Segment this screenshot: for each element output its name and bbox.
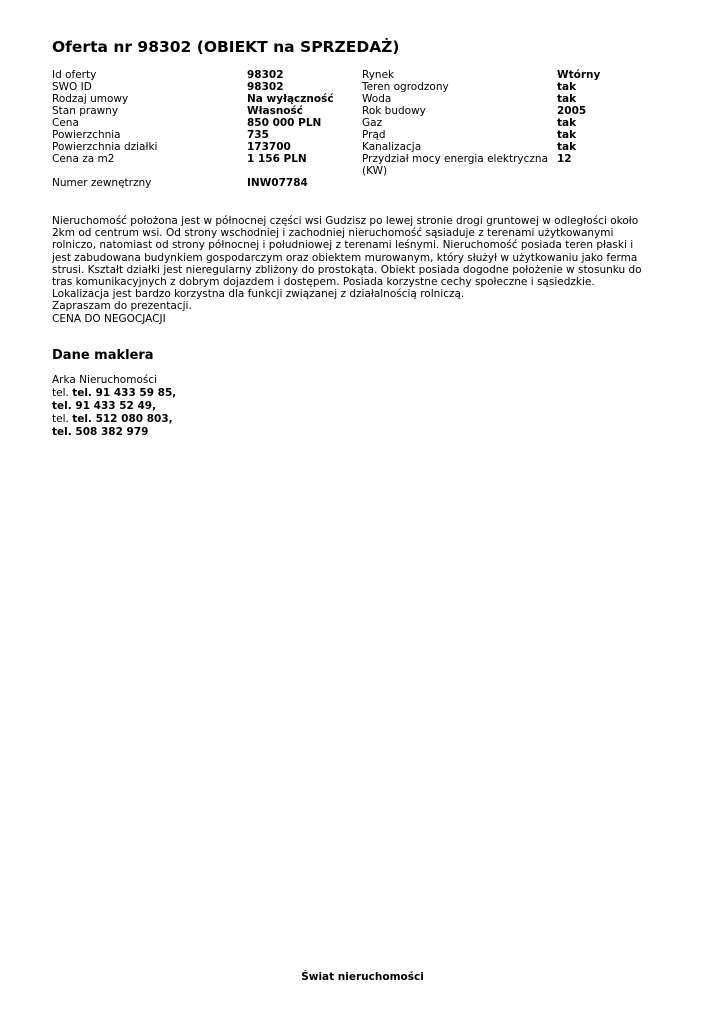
detail-label: Kanalizacja bbox=[362, 141, 422, 153]
detail-label: Rodzaj umowy bbox=[52, 93, 129, 105]
detail-value: 2005 bbox=[557, 105, 587, 117]
phone-number: tel. 91 433 52 49, bbox=[52, 400, 157, 412]
details-row bbox=[52, 93, 672, 105]
detail-value: Na wyłączność bbox=[247, 93, 334, 105]
detail-value: tak bbox=[557, 93, 577, 105]
detail-value: 735 bbox=[247, 129, 269, 141]
phone-number: tel. 512 080 803, bbox=[72, 413, 173, 425]
detail-label: Powierzchnia bbox=[52, 129, 121, 141]
offer-details-table bbox=[52, 69, 672, 189]
phone-prefix: tel. bbox=[52, 387, 69, 399]
detail-value: 1 156 PLN bbox=[247, 153, 307, 165]
page-title: Oferta nr 98302 (OBIEKT na SPRZEDAŻ) bbox=[52, 38, 400, 56]
phone-prefix: tel. bbox=[52, 413, 69, 425]
detail-value: 98302 bbox=[247, 69, 284, 81]
description-paragraph: Nieruchomość położona jest w północnej części wsi Gudzisz po lewej stronie drogi gruntowej w odległości około 2km od centrum wsi. Od strony wschodniej i zachodniej nieruchomość sąsiaduje z terenami użytkowanymi rolniczo, natomiast od strony północnej i południowej z terenami leśnymi. Nieruchomość posiada teren płaski i jest zabudowana budynkiem gospodarczym oraz obiektem murowanym, który służył w użytkowaniu jako ferma strusi. Kształt działki jest nieregularny zbliżony do prostokąta. Obiekt posiada dogodne położenie w stosunku do tras komunikacyjnych z dobrym dojazdem i dostępem. Posiada korzystne cechy społeczne i sąsiedzkie. Lokalizacja jest bardzo korzystna dla funkcji związanej z działalnością rolniczą. bbox=[52, 215, 642, 301]
detail-value: tak bbox=[557, 81, 577, 93]
detail-value: 12 bbox=[557, 153, 572, 165]
detail-label: Cena za m2 bbox=[52, 153, 115, 165]
detail-value: tak bbox=[557, 129, 577, 141]
phone-number: tel. 508 382 979 bbox=[52, 426, 149, 438]
details-row bbox=[52, 69, 672, 81]
phone-number: tel. 91 433 59 85, bbox=[72, 387, 177, 399]
detail-label: Id oferty bbox=[52, 69, 97, 81]
detail-value: 173700 bbox=[247, 141, 291, 153]
details-row bbox=[52, 129, 672, 141]
detail-label: Powierzchnia działki bbox=[52, 141, 158, 153]
details-row bbox=[52, 81, 672, 93]
detail-value: INW07784 bbox=[247, 177, 308, 189]
detail-label: Teren ogrodzony bbox=[362, 81, 449, 93]
broker-heading: Dane maklera bbox=[52, 348, 154, 363]
broker-phone-line bbox=[52, 413, 176, 426]
details-row bbox=[52, 177, 672, 189]
detail-label: Przydział mocy energia elektryczna (KW) bbox=[362, 153, 549, 177]
details-row bbox=[52, 117, 672, 129]
description-paragraph: Zapraszam do prezentacji. bbox=[52, 300, 192, 313]
detail-value: 850 000 PLN bbox=[247, 117, 322, 129]
details-row bbox=[52, 153, 672, 177]
broker-name: Arka Nieruchomości bbox=[52, 374, 158, 386]
detail-label: SWO ID bbox=[52, 81, 92, 93]
details-row bbox=[52, 141, 672, 153]
description-paragraph: CENA DO NEGOCJACJI bbox=[52, 312, 166, 325]
detail-label: Woda bbox=[362, 93, 392, 105]
offer-description bbox=[52, 215, 652, 325]
detail-label: Cena bbox=[52, 117, 79, 129]
broker-contact bbox=[52, 374, 176, 439]
details-row bbox=[52, 105, 672, 117]
detail-label: Rok budowy bbox=[362, 105, 426, 117]
detail-label: Prąd bbox=[362, 129, 386, 141]
detail-value: 98302 bbox=[247, 81, 284, 93]
detail-label: Numer zewnętrzny bbox=[52, 177, 152, 189]
detail-value: Wtórny bbox=[557, 69, 601, 81]
detail-label: Rynek bbox=[362, 69, 395, 81]
page-footer: Świat nieruchomości bbox=[301, 971, 424, 983]
detail-value: tak bbox=[557, 117, 577, 129]
detail-label: Stan prawny bbox=[52, 105, 119, 117]
broker-phone-line bbox=[52, 387, 176, 400]
detail-value: tak bbox=[557, 141, 577, 153]
detail-value: Własność bbox=[247, 105, 303, 117]
detail-label: Gaz bbox=[362, 117, 383, 129]
